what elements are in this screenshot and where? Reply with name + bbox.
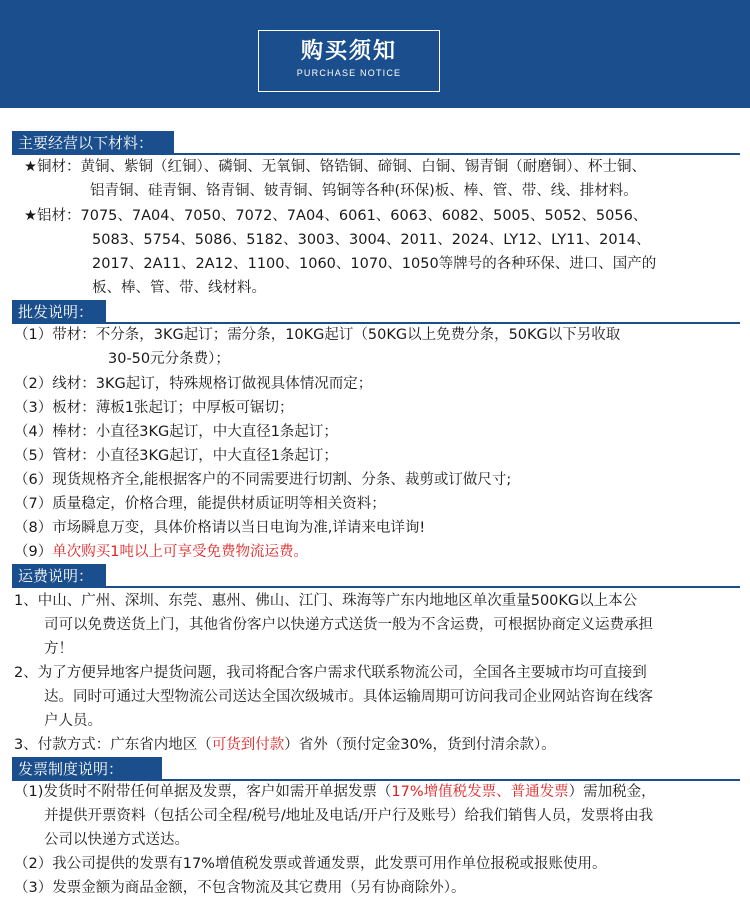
materials-line: 2017、2A11、2A12、1100、1060、1070、1050等牌号的各种环保、进口、国产的 bbox=[92, 256, 657, 272]
free-shipping-note: 单次购买1吨以上可享受免费物流运费。 bbox=[52, 544, 308, 560]
page-subtitle: PURCHASE NOTICE bbox=[296, 68, 402, 78]
shipping-line: 1、中山、广州、深圳、东莞、惠州、佛山、江门、珠海等广东内地地区单次重量500KG以上本公 bbox=[14, 593, 638, 609]
header-banner bbox=[0, 0, 750, 108]
wholesale-line-9-prefix: （9） bbox=[14, 544, 53, 560]
invoice-line-1-prefix: （1)发货时不附带任何单据及发票，客户如需开单据发票（ bbox=[14, 784, 392, 800]
page-title: 购买须知 bbox=[300, 39, 397, 64]
section-divider bbox=[12, 586, 740, 588]
invoice-line-1-suffix: ）需加税金， bbox=[568, 784, 656, 800]
wholesale-line: （6）现货规格齐全,能根据客户的不同需要进行切割、分条、裁剪或订做尺寸; bbox=[14, 472, 512, 488]
wholesale-line: 30-50元分条费）； bbox=[108, 351, 230, 367]
materials-line: 铝青铜、硅青铜、铬青铜、铍青铜、钨铜等各种(环保)板、棒、管、带、线、排材料。 bbox=[90, 183, 638, 199]
materials-line: 板、棒、管、带、线材料。 bbox=[92, 280, 266, 296]
invoice-line: （2）我公司提供的发票有17%增值税发票或普通发票，此发票可用作单位报税或报账使用。 bbox=[14, 856, 607, 872]
title-box bbox=[258, 30, 440, 92]
shipping-line: 司可以免费送货上门，其他省份客户以快递方式送货一般为不含运费，可根据协商定义运费承担 bbox=[44, 617, 653, 633]
wholesale-line: （2）线材：3KG起订，特殊规格订做视具体情况而定； bbox=[14, 376, 373, 392]
payment-method-line bbox=[14, 733, 556, 757]
invoice-types-note: 17%增值税发票、普通发票 bbox=[391, 784, 569, 800]
materials-line: ★铜材：黄铜、紫铜（红铜）、磷铜、无氧铜、铬锆铜、碲铜、白铜、锡青铜（耐磨铜）、杯士铜、 bbox=[24, 159, 646, 175]
materials-line: 5083、5754、5086、5182、3003、3004、2011、2024、LY12、LY11、2014、 bbox=[92, 232, 651, 248]
invoice-line: （3）发票金额为商品金额，不包含物流及其它费用（另有协商除外）。 bbox=[14, 880, 466, 896]
wholesale-line: （5）管材：小直径3KG起订，中大直径1条起订； bbox=[14, 448, 338, 464]
shipping-line: 方！ bbox=[44, 641, 73, 657]
invoice-line-1 bbox=[14, 780, 656, 804]
shipping-line: 2、为了方便异地客户提货问题，我司将配合客户需求代联系物流公司，全国各主要城市均可直接到 bbox=[14, 665, 647, 681]
invoice-line: 公司以快递方式送达。 bbox=[44, 832, 189, 848]
shipping-line: 达。同时可通过大型物流公司送达全国次级城市。具体运输周期可访问我司企业网站咨询在线客 bbox=[44, 689, 653, 705]
shipping-line: 户人员。 bbox=[44, 713, 102, 729]
invoice-heading: 发票制度说明： bbox=[12, 757, 162, 781]
materials-line: ★铝材：7075、7A04、7050、7072、7A04、6061、6063、6082、5005、5052、5056、 bbox=[24, 208, 648, 224]
wholesale-line: （4）棒材：小直径3KG起订，中大直径1条起订； bbox=[14, 424, 338, 440]
materials-heading: 主要经营以下材料： bbox=[12, 131, 174, 155]
wholesale-line: （3）板材：薄板1张起订；中厚板可锯切； bbox=[14, 400, 294, 416]
payment-suffix: ）省外（预付定金30%，货到付清余款）。 bbox=[284, 737, 556, 753]
payment-prefix: 3、付款方式：广东省内地区（ bbox=[14, 737, 212, 753]
wholesale-heading: 批发说明： bbox=[12, 300, 106, 324]
cash-on-delivery-note: 可货到付款 bbox=[211, 737, 285, 753]
invoice-line: 并提供开票资料（包括公司全程/税号/地址及电话/开户行及账号）给我们销售人员，发票将由我 bbox=[44, 808, 654, 824]
wholesale-line: （7）质量稳定，价格合理，能提供材质证明等相关资料； bbox=[14, 496, 386, 512]
shipping-heading: 运费说明： bbox=[12, 564, 106, 588]
wholesale-line: （8）市场瞬息万变，具体价格请以当日电询为准,详请来电详询! bbox=[14, 520, 426, 536]
wholesale-line-9 bbox=[14, 540, 308, 564]
wholesale-line: （1）带材：不分条，3KG起订；需分条，10KG起订（50KG以上免费分条，50KG以下另收取 bbox=[14, 327, 621, 343]
